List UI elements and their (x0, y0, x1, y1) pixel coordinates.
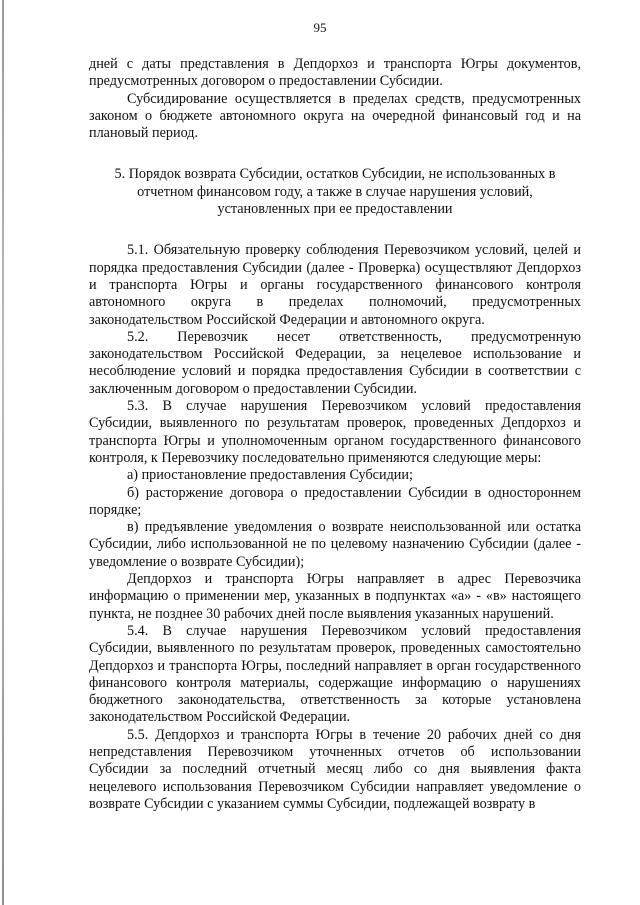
list-item-c: в) предъявление уведомления о возврате неиспользованной или остатка Субсидии, либо использованной не по целевому назначению Субсидии (далее - уведомление о возврате Субсидии); (89, 519, 581, 570)
page-number: 95 (313, 20, 327, 35)
paragraph-5-4: 5.4. В случае нарушения Перевозчиком условий предоставления Субсидии, выявленного по результатам проверок, проведенных самостоятельно Депдорхоз и транспорта Югры, последний направляет в орган государственного финансового контроля материалы, содержащие информацию о нарушениях бюджетного законодательства, ответственность за которые установлена законодательством Российской Федерации. (89, 622, 581, 726)
paragraph-5-2: 5.2. Перевозчик несет ответственность, предусмотренную законодательством Российской Федерации, за нецелевое использование и несоблюдение условий и порядка предоставления Субсидии в соответствии с заключенным договором о предоставлении Субсидии. (89, 328, 581, 397)
paragraph-5-5: 5.5. Депдорхоз и транспорта Югры в течение 20 рабочих дней со дня непредставления Перевозчиком уточненных отчетов об использовании Субсидии за последний отчетный месяц либо со дня выявления факта нецелевого использования Перевозчиком Субсидии направляет уведомление о возврате Субсидии с указанием суммы Субсидии, подлежащей возврату в (89, 726, 581, 812)
list-item-b: б) расторжение договора о предоставлении Субсидии в одностороннем порядке; (89, 484, 581, 518)
paragraph-continuation: дней с даты представления в Депдорхоз и транспорта Югры документов, предусмотренных договором о предоставлении Субсидии. (89, 56, 581, 90)
section-heading: 5. Порядок возврата Субсидии, остатков Субсидии, не использованных в отчетном финансовом году, а также в случае нарушения условий, установленных при ее предоставлении (114, 166, 556, 218)
paragraph-5-1: 5.1. Обязательную проверку соблюдения Перевозчиком условий, целей и порядка предоставления Субсидии (далее - Проверка) осуществляют Депдорхоз и транспорта Югры и органы государственного финансового контроля автономного округа в пределах полномочий, предусмотренных законодательством Российской Федерации и автономного округа. (89, 242, 581, 328)
paragraph-information: Депдорхоз и транспорта Югры направляет в адрес Перевозчика информацию о применении мер, указанных в подпунктах «а» - «в» настоящего пункта, не позднее 30 рабочих дней после выявления указанных нарушений. (89, 571, 581, 622)
document-body (89, 56, 581, 813)
paragraph-5-3: 5.3. В случае нарушения Перевозчиком условий предоставления Субсидии, выявленного по результатам проверок, проведенных Депдорхоз и транспорта Югры и уполномоченным органом государственного финансового контроля, к Перевозчику последовательно применяются следующие меры: (89, 398, 581, 466)
paragraph-subsidy-funding: Субсидирование осуществляется в пределах средств, предусмотренных законом о бюджете автономного округа на очередной финансовый год и на плановый период. (89, 90, 581, 142)
list-item-a: а) приостановление предоставления Субсидии; (127, 467, 413, 484)
scan-edge (2, 0, 4, 905)
